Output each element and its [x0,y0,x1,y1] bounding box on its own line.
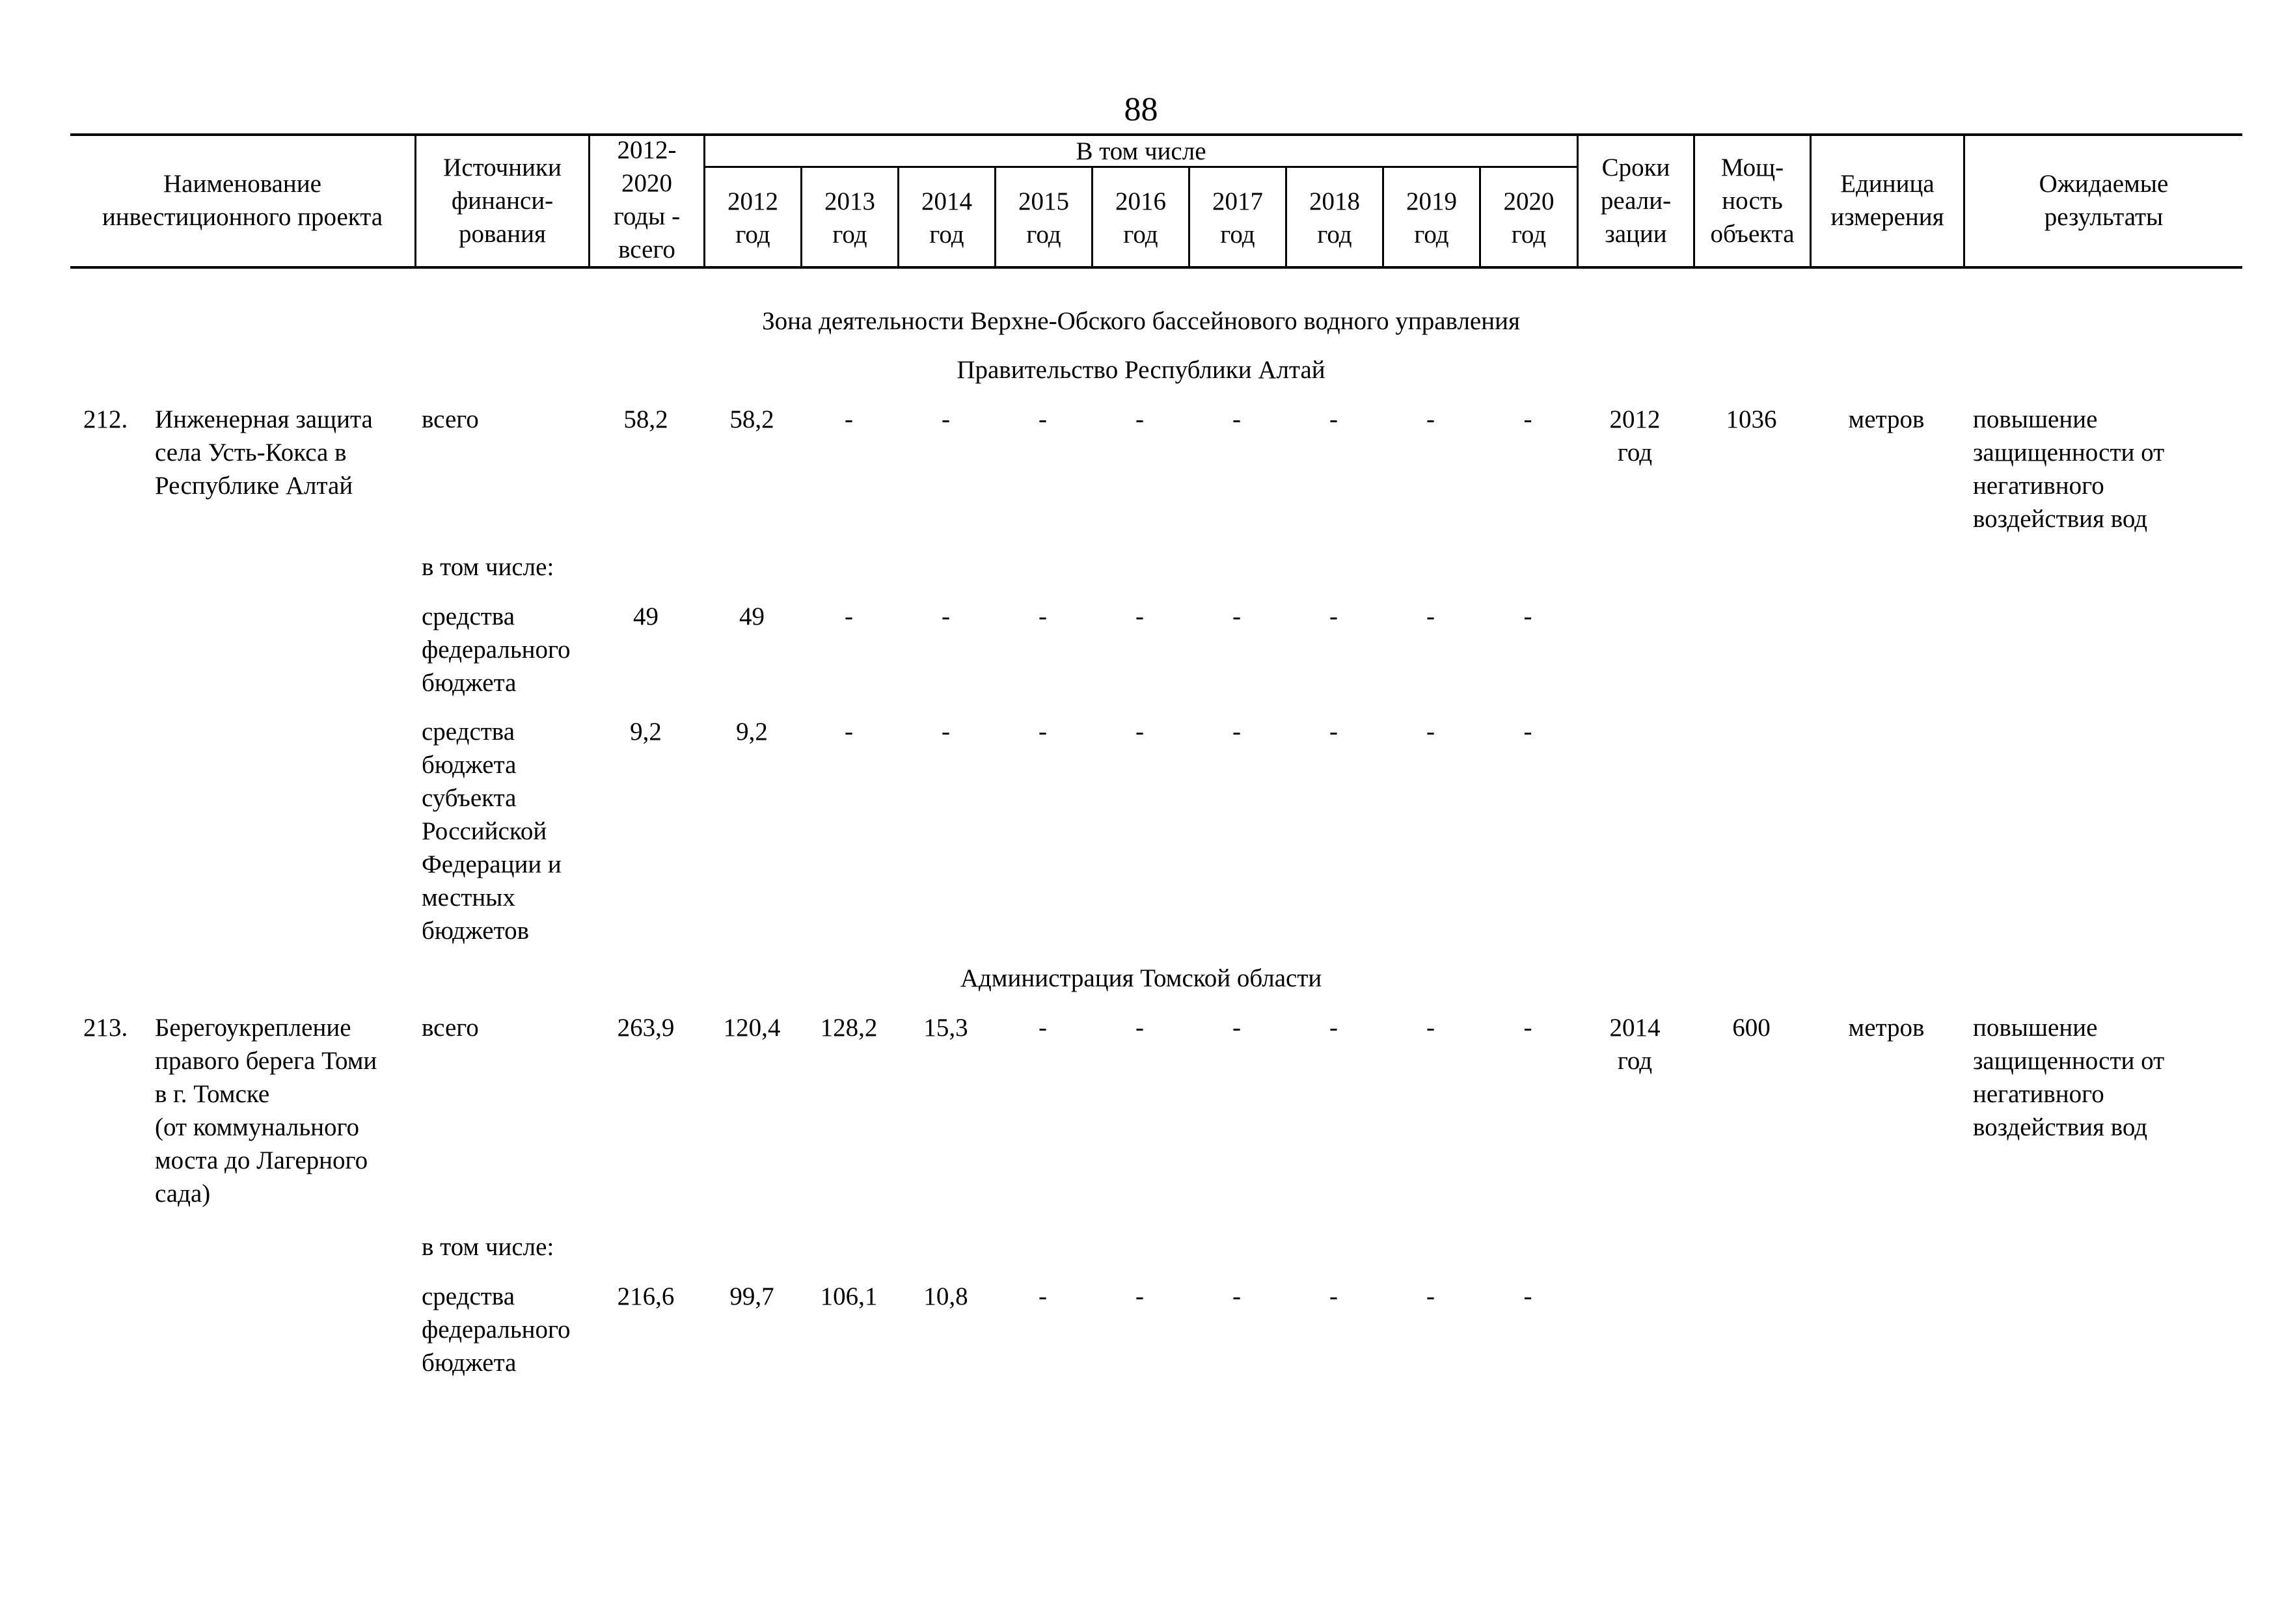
year-value: - [1039,405,1047,433]
header-project-name: Наименование инвестиционного проекта [102,170,383,231]
result-text: повышение защищенности от негативного воздействия вод [1973,405,2165,533]
term-value: 2012 год [1609,405,1661,467]
header-sources: Источники финанси- рования [443,154,562,248]
page-number: 88 [1124,91,1158,128]
year-value: - [845,602,853,630]
year-value: - [1329,1014,1338,1042]
year-value: - [1232,1014,1241,1042]
year-value: 128,2 [820,1014,878,1042]
year-value: - [1426,405,1435,433]
header-bottom-rule [70,266,2242,269]
source-label: средства федерального бюджета [422,602,571,697]
year-value: - [1329,718,1338,746]
unit-value: метров [1848,1014,1925,1042]
total-value: 58,2 [623,405,668,433]
year-value: 49 [739,602,765,630]
result-text: повышение защищенности от негативного воздействия вод [1973,1014,2165,1141]
year-value: - [1523,602,1532,630]
year-value: - [1426,1282,1435,1310]
year-value: - [942,718,950,746]
year-value: - [1523,1014,1532,1042]
header-year-2018: 2018 год [1309,187,1360,249]
year-value: - [1523,718,1532,746]
unit-value: метров [1848,405,1925,433]
term-value: 2014 год [1609,1014,1661,1075]
including-label: в том числе: [422,553,554,581]
year-value: 9,2 [736,718,768,746]
year-value: 58,2 [729,405,774,433]
year-value: - [1232,1282,1241,1310]
total-value: 216,6 [617,1282,675,1310]
header-including: В том числе [1076,137,1206,165]
total-value: 263,9 [617,1014,675,1042]
year-value: - [845,405,853,433]
year-value: 99,7 [729,1282,774,1310]
capacity-value: 600 [1732,1014,1771,1042]
including-label: в том числе: [422,1233,554,1261]
header-capacity: Мощ- ность объекта [1710,154,1795,248]
header-year-2014: 2014 год [921,187,972,249]
year-value: - [942,405,950,433]
year-value: - [1232,602,1241,630]
source-label: средства федерального бюджета [422,1282,571,1377]
header-year-2013: 2013 год [824,187,875,249]
header-year-2019: 2019 год [1406,187,1457,249]
year-value: - [1329,602,1338,630]
year-value: - [1135,1282,1144,1310]
year-value: 120,4 [723,1014,781,1042]
year-value: - [1135,718,1144,746]
header-results: Ожидаемые результаты [2039,170,2169,231]
project-number: 213. [83,1014,128,1042]
year-value: 106,1 [820,1282,878,1310]
project-number: 212. [83,405,128,433]
year-value: - [1426,1014,1435,1042]
year-value: 15,3 [923,1014,968,1042]
year-value: - [1523,405,1532,433]
project-name: Инженерная защита села Усть-Кокса в Республике Алтай [155,405,373,500]
header-year-2012: 2012 год [727,187,778,249]
header-terms: Сроки реали- зации [1600,154,1672,248]
total-value: 49 [633,602,659,630]
year-value: - [1329,405,1338,433]
year-value: - [1039,718,1047,746]
section-title: Администрация Томской области [960,964,1322,992]
year-value: - [942,602,950,630]
section-title: Правительство Республики Алтай [957,356,1325,384]
year-value: - [1039,1282,1047,1310]
year-value: - [1135,1014,1144,1042]
year-value: - [1135,405,1144,433]
source-label: всего [422,405,479,433]
header-total: 2012- 2020 годы - всего [613,136,681,264]
header-year-2016: 2016 год [1115,187,1166,249]
capacity-value: 1036 [1726,405,1777,433]
total-value: 9,2 [630,718,662,746]
year-value: - [1523,1282,1532,1310]
year-value: - [1232,718,1241,746]
year-value: - [1426,718,1435,746]
header-year-2020: 2020 год [1503,187,1555,249]
year-value: 10,8 [923,1282,968,1310]
year-value: - [1039,1014,1047,1042]
zone-title: Зона деятельности Верхне-Обского бассейнового водного управления [762,307,1520,335]
year-value: - [845,718,853,746]
year-value: - [1135,602,1144,630]
year-value: - [1039,602,1047,630]
header-unit: Единица измерения [1830,170,1944,231]
source-label: всего [422,1014,479,1042]
source-label: средства бюджета субъекта Российской Федерации и местных бюджетов [422,718,562,945]
year-value: - [1426,602,1435,630]
year-value: - [1329,1282,1338,1310]
year-value: - [1232,405,1241,433]
project-name: Берегоукрепление правого берега Томи в г. Томске (от коммунального моста до Лагерного сада) [155,1014,377,1208]
header-year-2017: 2017 год [1212,187,1263,249]
header-year-2015: 2015 год [1018,187,1069,249]
